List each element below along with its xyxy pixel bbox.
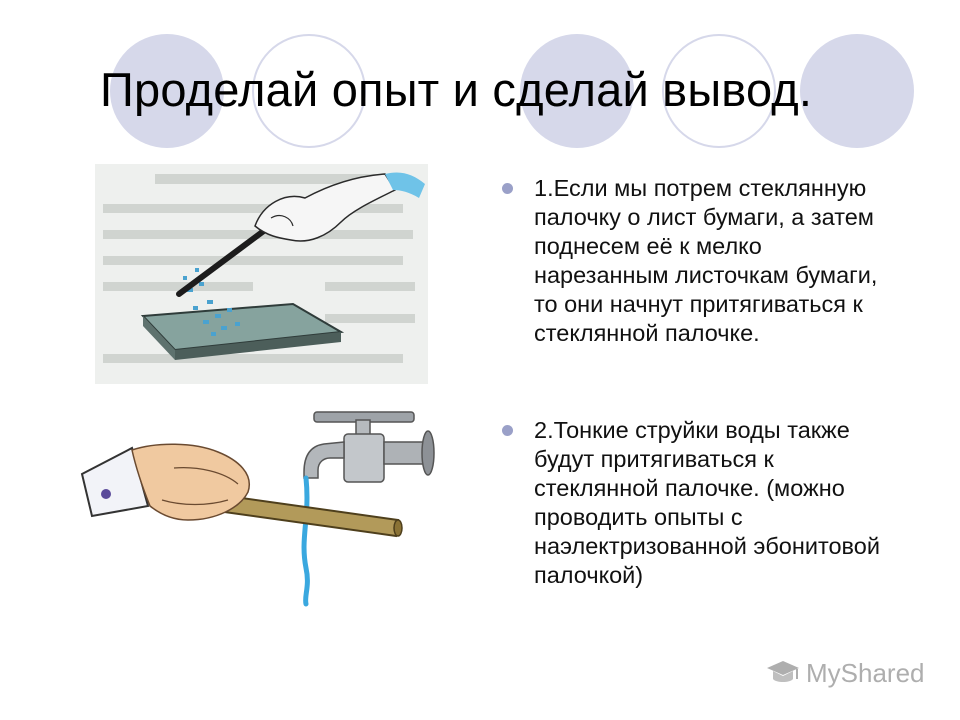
rod-water-stream-illustration <box>78 408 438 608</box>
bullet-item-2 <box>502 416 902 590</box>
rubbed-rod-paper-illustration <box>95 164 428 384</box>
bullet-dot-icon <box>502 425 513 436</box>
watermark-text: MyShared <box>806 658 925 688</box>
mortarboard-icon <box>766 659 800 689</box>
bullet-text: 1.Если мы потрем стеклянную палочку о лист бумаги, а затем поднесем её к мелко нарезанным листочкам бумаги, то они начнут притягиваться к стеклянной палочке. <box>534 175 878 346</box>
bullet-text: 2.Тонкие струйки воды также будут притягиваться к стеклянной палочке. (можно проводить опыты с наэлектризованной эбонитовой палочкой) <box>534 417 880 588</box>
bullet-dot-icon <box>502 183 513 194</box>
slide-title: Проделай опыт и сделай вывод. <box>100 63 813 116</box>
bullet-item-1 <box>502 174 902 348</box>
header-circle-5 <box>800 34 914 148</box>
myshared-watermark <box>766 658 925 689</box>
